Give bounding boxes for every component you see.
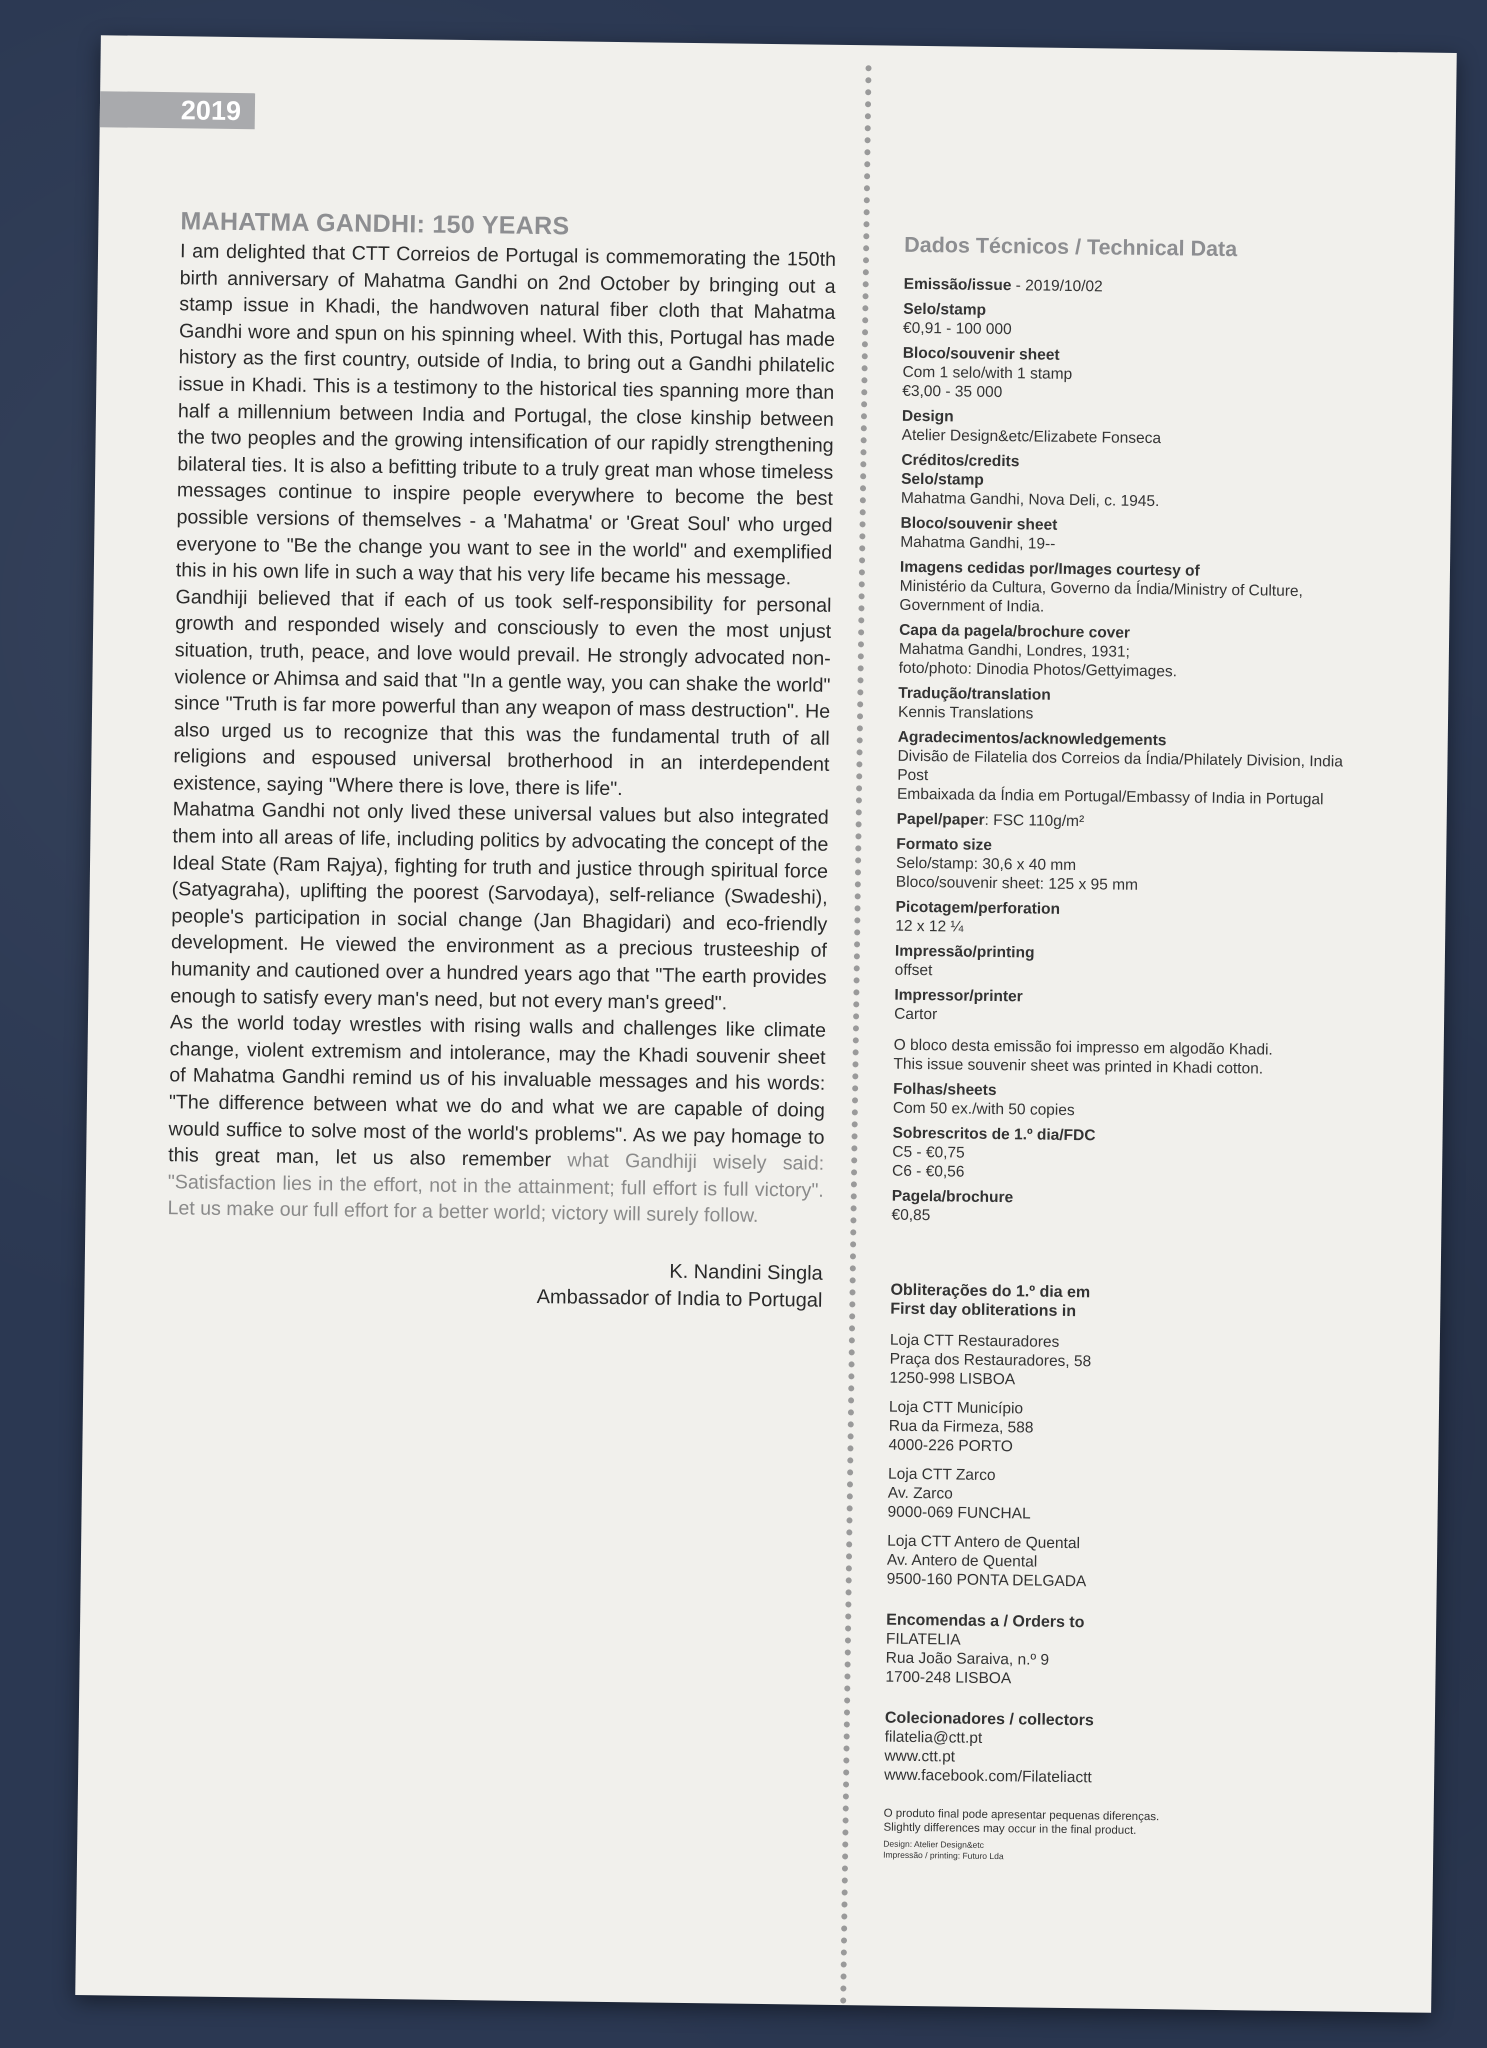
website-link: www.ctt.pt <box>884 1747 956 1766</box>
article-paragraph-2: Gandhiji believed that if each of us took self-responsibility for personal growth and responded wisely and consciously to even the most unjust situation, truth, peace, and love would prevail. He strongly advocated non-violence or Ahimsa and said that "In a gentle way, you can shake the world" since "Truth is far more powerful than any weapon of mass destruction". He also urged us to recognize that this was the fundamental truth of all religions and espoused universal brotherhood in an interdependent existence, saying "Where there is love, there is life". <box>172 585 832 800</box>
facebook-link: www.facebook.com/Filateliactt <box>884 1766 1092 1787</box>
article-paragraph-4a: As the world today wrestles with rising walls and challenges like climate change, violent extremism and intolerance, may the Khadi souvenir sheet of Mahatma Gandhi remind us of his invaluable messages and his words: "The difference between what we do and what we are capable of doing would suffice to solve most of the world's problems". As we pay homage to this great man, let us also remember <box>168 1011 827 1172</box>
store-item: Loja CTT Município Rua da Firmeza, 588 4000-226 PORTO <box>888 1398 1034 1456</box>
collectors-title: Colecionadores / collectors <box>884 1709 1094 1730</box>
tech-format: Formato size Selo/stamp: 30,6 x 40 mm Bloco/souvenir sheet: 125 x 95 mm <box>895 835 1139 894</box>
tech-khadi-note: O bloco desta emissão foi impresso em algodão Khadi. This issue souvenir sheet was printed in Khadi cotton. <box>893 1036 1273 1078</box>
orders: Encomendas a / Orders to FILATELIA Rua João Saraiva, n.º 9 1700-248 LISBOA <box>885 1611 1356 1693</box>
perforation-line <box>840 65 871 2005</box>
tech-credits: Créditos/credits Selo/stamp Mahatma Gandhi, Nova Deli, c. 1945. <box>900 451 1160 511</box>
article-paragraph-4 <box>167 1009 826 1230</box>
tech-brochure: Pagela/brochure €0,85 <box>891 1187 1014 1225</box>
year-tab: 2019 <box>100 91 255 129</box>
signature-name: K. Nandini Singla <box>669 1260 823 1285</box>
tech-souvenir-sheet: Bloco/souvenir sheet Com 1 selo/with 1 stamp €3,00 - 35 000 <box>902 344 1073 402</box>
store-item: Loja CTT Antero de Quental Av. Antero de Quental 9500-160 PONTA DELGADA <box>886 1532 1087 1591</box>
tech-issue: Emissão/issue - 2019/10/02 <box>903 275 1103 296</box>
tech-fdc: Sobrescritos de 1.º dia/FDC C5 - €0,75 C6 - €0,56 <box>891 1124 1096 1181</box>
obliterations <box>887 1281 1361 1595</box>
store-item: Loja CTT Restauradores Praça dos Restauradores, 58 1250-998 LISBOA <box>889 1331 1092 1389</box>
collectors <box>884 1709 1355 1791</box>
obliterations-title: Obliterações do 1.º dia em First day obliterations in <box>890 1281 1091 1321</box>
tech-design: Design Atelier Design&etc/Elizabete Fonseca <box>901 407 1162 448</box>
brochure-page <box>75 35 1457 2013</box>
colophon: Design: Atelier Design&etc Impressão / printing: Futuro Lda <box>883 1838 1004 1862</box>
disclaimer: O produto final pode apresentar pequenas diferenças. Slightly differences may occur in the final product. Design: Atelier Design&etc Impressão / printing: Futuro Lda <box>883 1807 1354 1867</box>
tech-images-courtesy: Imagens cedidas por/Images courtesy of Ministério da Cultura, Governo da Índia/Ministry of Culture, Government of India. <box>899 558 1304 616</box>
tech-credits-sheet: Bloco/souvenir sheet Mahatma Gandhi, 19-- <box>900 514 1058 553</box>
signature-role: Ambassador of India to Portugal <box>536 1285 823 1312</box>
tech-paper: Papel/paper: FSC 110g/m² <box>896 810 1085 831</box>
tech-perforation: Picotagem/perforation 12 x 12 ¼ <box>895 898 1061 936</box>
signature <box>166 1252 823 1315</box>
tech-translation: Tradução/translation Kennis Translations <box>897 684 1051 723</box>
tech-sheets: Folhas/sheets Com 50 ex./with 50 copies <box>892 1080 1075 1120</box>
article-paragraph-3: Mahatma Gandhi not only lived these universal values but also integrated them into all areas of life, including politics by advocating the concept of the Ideal State (Ram Rajya), fighting for truth and justice through spiritual force (Satyagraha), uplifting the poorest (Sarvodaya), self-reliance (Swadeshi), people's participation in social change (Jan Bhagidari) and eco-friendly development. He viewed the environment as a precious trusteeship of humanity and cautioned over a hundred years ago that "The earth provides enough to satisfy every man's need, but not every man's greed". <box>170 798 829 1015</box>
tech-acknowledgements: Agradecimentos/acknowledgements Divisão de Filatelia dos Correios da Índia/Philately Division, India Post Embaixada da Índia em Portugal/Embassy of India in Portugal <box>896 728 1344 809</box>
article-paragraph-1: I am delighted that CTT Correios de Portugal is commemorating the 150th birth anniversary of Mahatma Gandhi on 2nd October by bringing out a stamp issue in Khadi, the handwoven natural fiber cloth that Mahatma Gandhi wore and spun on his spinning wheel. With this, Portugal has made history as the first country, outside of India, to bring out a Gandhi philatelic issue in Khadi. This is a testimony to the historical ties spanning more than half a millennium between India and Portugal, the close kinship between the two peoples and the growing intensification of our rapidly strengthening bilateral ties. It is also a befitting tribute to a truly great man whose timeless messages continue to inspire people everywhere to become the best possible versions of themselves - a 'Mahatma' or 'Great Soul' who urged everyone to "Be the change you want to see in the world" and exemplified this in his own life in such a way that his very life became his message. <box>175 240 837 590</box>
technical-data-title: Dados Técnicos / Technical Data <box>904 232 1238 262</box>
tech-printer: Impressor/printer Cartor <box>894 986 1023 1024</box>
article-title: MAHATMA GANDHI: 150 YEARS <box>180 207 570 241</box>
orders-title: Encomendas a / Orders to <box>886 1611 1085 1632</box>
tech-stamp: Selo/stamp €0,91 - 100 000 <box>903 300 1012 339</box>
email-link: filatelia@ctt.pt <box>884 1728 983 1747</box>
store-item: Loja CTT Zarco Av. Zarco 9000-069 FUNCHAL <box>887 1465 1031 1523</box>
tech-printing: Impressão/printing offset <box>894 942 1035 980</box>
technical-data <box>883 232 1374 1867</box>
article-paragraph-4b: what Gandhiji wisely said: "Satisfaction lies in the effort, not in the attainment; full effort is full victory". Let us make our full effort for a better world; victory will surely follow. <box>167 1149 825 1228</box>
article <box>166 206 836 1314</box>
tech-brochure-cover: Capa da pagela/brochure cover Mahatma Gandhi, Londres, 1931; foto/photo: Dinodia Photos/Gettyimages. <box>898 621 1178 681</box>
